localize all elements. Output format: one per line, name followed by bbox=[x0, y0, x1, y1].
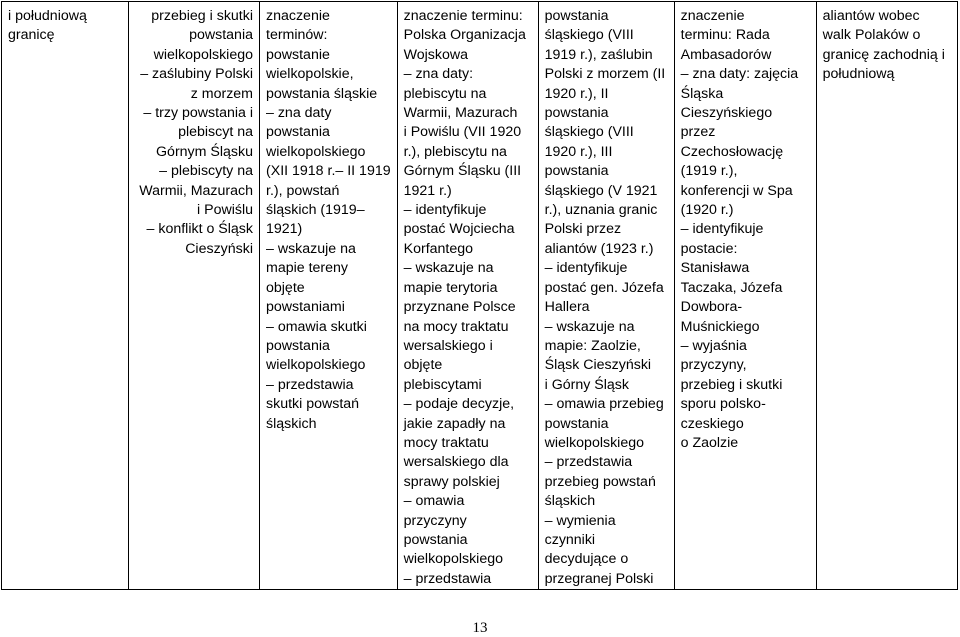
cell-line: powstania bbox=[266, 124, 330, 141]
cell-line: powstania bbox=[544, 105, 609, 122]
cell-line: śląskich (1919– bbox=[266, 202, 365, 219]
cell-line: – podaje decyzje, bbox=[403, 396, 515, 413]
cell-col-2 bbox=[129, 2, 260, 590]
cell-line: powstania bbox=[403, 531, 468, 548]
cell-line: Dowbora- bbox=[680, 299, 743, 316]
cell-line: Górnym Śląsku bbox=[156, 143, 253, 160]
cell-line: – omawia przebieg bbox=[544, 396, 664, 413]
cell-line: 1920 r.), III bbox=[544, 143, 613, 160]
cell-line: mocy traktatu bbox=[403, 434, 489, 451]
cell-line: przegranej Polski bbox=[544, 570, 654, 587]
cell-line: jakie zapadły na bbox=[403, 415, 506, 432]
cell-line: Stanisława bbox=[680, 260, 750, 277]
cell-line: postać gen. Józefa bbox=[544, 279, 664, 296]
cell-line: i południową bbox=[8, 8, 87, 24]
cell-line: – wskazuje na bbox=[403, 260, 494, 277]
cell-line: – identyfikuje bbox=[544, 260, 628, 277]
cell-line: powstania bbox=[544, 415, 609, 432]
cell-text bbox=[681, 7, 810, 453]
cell-line: sprawy polskiej bbox=[403, 473, 500, 490]
cell-line: (1920 r.) bbox=[680, 202, 734, 219]
cell-line: – zaślubiny Polski bbox=[140, 66, 253, 83]
cell-line: sporu polsko- bbox=[680, 396, 766, 413]
cell-line: Polski z morzem (II bbox=[544, 66, 666, 83]
cell-line: Cieszyńskiego bbox=[680, 105, 773, 122]
cell-line: r.), powstań bbox=[266, 182, 340, 199]
cell-line: powstania śląskie bbox=[266, 85, 378, 102]
cell-line: czeskiego bbox=[680, 415, 744, 432]
cell-line: konferencji w Spa bbox=[680, 182, 793, 199]
cell-line: powstanie bbox=[266, 46, 330, 63]
cell-line: 1920 r.), II bbox=[544, 85, 609, 102]
cell-text bbox=[823, 7, 951, 85]
cell-line: wielkopolskiego bbox=[403, 551, 503, 568]
cell-line: o Zaolzie bbox=[680, 434, 739, 451]
page-number: 13 bbox=[472, 620, 488, 636]
cell-line: przyczyny, bbox=[680, 357, 747, 374]
cell-line: powstaniami bbox=[266, 299, 345, 316]
cell-line: na mocy traktatu bbox=[403, 318, 509, 335]
cell-line: (XII 1918 r.– II 1919 bbox=[266, 163, 391, 180]
cell-line: – omawia skutki bbox=[266, 318, 367, 335]
cell-line: przebieg i skutki bbox=[151, 8, 253, 24]
cell-line: (1919 r.), bbox=[680, 163, 738, 180]
cell-line: – wyjaśnia bbox=[680, 337, 747, 354]
cell-line: Górnym Śląsku (III bbox=[403, 163, 522, 180]
cell-line: terminu: Rada bbox=[680, 27, 770, 44]
cell-line: Cieszyński bbox=[185, 240, 253, 257]
cell-line: Hallera bbox=[544, 299, 590, 316]
cell-line: – omawia bbox=[403, 493, 465, 510]
cell-line: granicę zachodnią i bbox=[822, 46, 945, 63]
cell-line: znaczenie bbox=[680, 8, 745, 24]
cell-text bbox=[545, 7, 668, 589]
cell-line: śląskiego (VIII bbox=[544, 27, 634, 44]
cell-col-5 bbox=[538, 2, 674, 590]
cell-line: aliantów (1923 r.) bbox=[544, 240, 654, 257]
cell-line: przez bbox=[680, 124, 716, 141]
cell-line: i Górny Śląsk bbox=[544, 376, 629, 393]
cell-text bbox=[135, 7, 253, 259]
cell-line: znaczenie bbox=[266, 8, 330, 24]
cell-line: – plebiscyty na bbox=[159, 163, 253, 180]
cell-line: Warmii, Mazurach bbox=[139, 182, 253, 199]
table-row bbox=[2, 2, 958, 590]
cell-line: – konflikt o Śląsk bbox=[146, 221, 253, 238]
cell-line: powstania bbox=[544, 8, 609, 24]
cell-line: – wymienia bbox=[544, 512, 616, 529]
cell-line: objęte bbox=[266, 279, 305, 296]
cell-line: r.), uznania granic bbox=[544, 202, 658, 219]
cell-line: śląskich bbox=[266, 415, 317, 432]
cell-col-7 bbox=[816, 2, 957, 590]
cell-line: decydujące o bbox=[544, 551, 629, 568]
cell-line: Wojskowa bbox=[403, 46, 469, 63]
cell-line: postacie: bbox=[680, 240, 738, 257]
cell-line: plebiscytu na bbox=[403, 85, 487, 102]
cell-line: Ambasadorów bbox=[680, 46, 772, 63]
cell-line: plebiscytami bbox=[403, 376, 482, 393]
cell-line: – identyfikuje bbox=[403, 202, 487, 219]
cell-line: – przedstawia bbox=[544, 454, 633, 471]
cell-line: aliantów wobec bbox=[822, 8, 920, 24]
cell-col-6 bbox=[674, 2, 816, 590]
cell-line: – trzy powstania i bbox=[143, 105, 253, 122]
cell-line: objęte bbox=[403, 357, 443, 374]
cell-line: śląskiego (V 1921 bbox=[544, 182, 658, 199]
cell-line: śląskiego (VIII bbox=[544, 124, 634, 141]
cell-line: Polski przez bbox=[544, 221, 622, 238]
cell-col-4 bbox=[397, 2, 538, 590]
cell-line: Muśnickiego bbox=[680, 318, 760, 335]
cell-line: z morzem bbox=[190, 85, 253, 102]
cell-line: i Powiślu bbox=[197, 202, 253, 219]
cell-col-1 bbox=[2, 2, 129, 590]
cell-line: wersalskiego i bbox=[403, 337, 493, 354]
cell-line: powstania bbox=[544, 163, 609, 180]
cell-line: Warmii, Mazurach bbox=[403, 105, 518, 122]
cell-line: – wskazuje na bbox=[544, 318, 635, 335]
cell-line: – przedstawia bbox=[266, 376, 354, 393]
cell-line: Korfantego bbox=[403, 240, 474, 257]
cell-line: skutki powstań bbox=[266, 396, 360, 413]
cell-line: mapie tereny bbox=[266, 260, 349, 277]
cell-line: granicę bbox=[8, 27, 55, 44]
cell-line: wielkopolskie, bbox=[266, 66, 354, 83]
cell-line: r.), plebiscytu na bbox=[403, 143, 507, 160]
cell-col-3 bbox=[260, 2, 398, 590]
cell-line: i Powiślu (VII 1920 bbox=[403, 124, 522, 141]
cell-line: 1919 r.), zaślubin bbox=[544, 46, 653, 63]
cell-line: postać Wojciecha bbox=[403, 221, 515, 238]
cell-line: powstania bbox=[266, 337, 330, 354]
cell-text bbox=[404, 7, 532, 589]
cell-line: terminów: bbox=[266, 27, 328, 44]
cell-line: walk Polaków o bbox=[822, 27, 921, 44]
cell-line: – identyfikuje bbox=[680, 221, 764, 238]
cell-line: przebieg i skutki bbox=[680, 376, 783, 393]
cell-line: wielkopolskiego bbox=[266, 143, 366, 160]
cell-text bbox=[8, 7, 122, 46]
cell-line: – zna daty: zajęcia bbox=[680, 66, 799, 83]
cell-line: wielkopolskiego bbox=[153, 46, 253, 63]
curriculum-table bbox=[1, 1, 958, 590]
cell-line: – wskazuje na bbox=[266, 240, 356, 257]
cell-line: przebieg powstań bbox=[544, 473, 656, 490]
cell-line: wielkopolskiego bbox=[544, 434, 644, 451]
cell-line: Śląska bbox=[680, 85, 724, 102]
cell-line: śląskich bbox=[544, 493, 596, 510]
cell-line: przyznane Polsce bbox=[403, 299, 516, 316]
cell-line: – zna daty: bbox=[403, 66, 474, 83]
cell-line: 1921 r.) bbox=[403, 182, 452, 199]
cell-line: Śląsk Cieszyński bbox=[544, 357, 652, 374]
cell-line: mapie terytoria bbox=[403, 279, 498, 296]
cell-line: 1921) bbox=[266, 221, 303, 238]
cell-line: czynniki bbox=[544, 531, 596, 548]
cell-line: znaczenie terminu: bbox=[403, 8, 523, 24]
cell-text bbox=[266, 7, 391, 434]
cell-line: powstania bbox=[189, 27, 253, 44]
cell-line: południową bbox=[822, 66, 895, 83]
cell-line: Taczaka, Józefa bbox=[680, 279, 783, 296]
cell-line: wersalskiego dla bbox=[403, 454, 509, 471]
cell-line: Czechosłowację bbox=[680, 143, 784, 160]
cell-line: mapie: Zaolzie, bbox=[544, 337, 641, 354]
cell-line: plebiscyt na bbox=[178, 124, 253, 141]
cell-line: przyczyny bbox=[403, 512, 467, 529]
cell-line: – przedstawia bbox=[403, 570, 492, 587]
cell-line: Polska Organizacja bbox=[403, 27, 526, 44]
cell-line: – zna daty bbox=[266, 105, 332, 122]
cell-line: wielkopolskiego bbox=[266, 357, 366, 374]
